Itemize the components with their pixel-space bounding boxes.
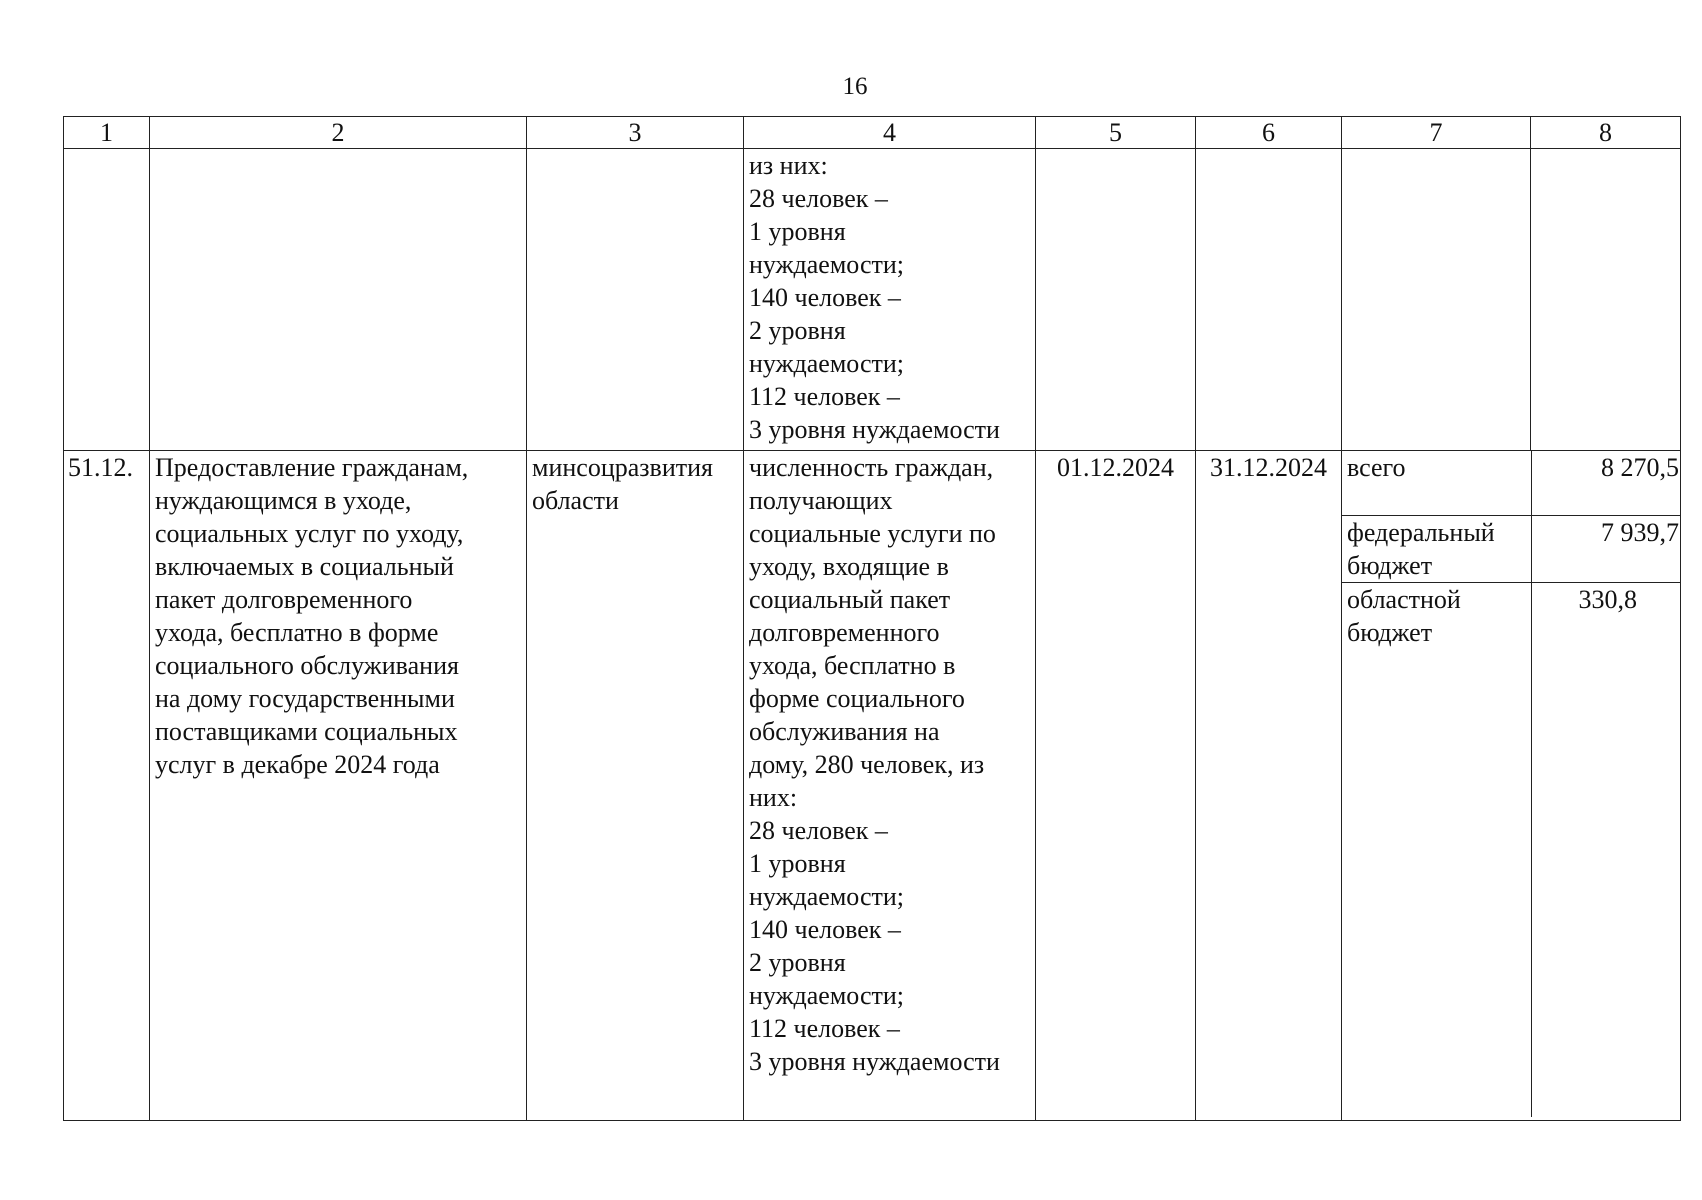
text-line: Предоставление гражданам, xyxy=(155,453,469,482)
text-line: включаемых в социальный xyxy=(155,552,454,581)
funding-table xyxy=(1342,451,1681,1117)
text-line: долговременного xyxy=(749,618,940,647)
text-line: услуг в декабре 2024 года xyxy=(155,750,440,779)
text-line: из них: xyxy=(749,151,828,180)
funding-source xyxy=(1342,451,1531,515)
text-line: социального обслуживания xyxy=(155,651,459,680)
text-line: форме социального xyxy=(749,684,965,713)
text-line: всего xyxy=(1347,453,1406,482)
executor-cell xyxy=(527,451,744,1121)
column-header: 7 xyxy=(1342,117,1531,149)
column-header: 2 xyxy=(150,117,527,149)
table-cell xyxy=(1196,149,1342,451)
continued-row xyxy=(64,149,1681,451)
text-line: 112 человек – xyxy=(749,382,900,411)
indicator-cell-continued xyxy=(744,149,1036,451)
measure-row xyxy=(64,451,1681,1121)
text-line: областной xyxy=(1347,584,1461,614)
table-cell xyxy=(1036,149,1196,451)
text-line: пакет долговременного xyxy=(155,585,413,614)
row-number: 51.12. xyxy=(64,451,150,1121)
table-cell xyxy=(64,149,150,451)
indicator-cell xyxy=(744,451,1036,1121)
funding-row xyxy=(1342,451,1681,515)
column-header: 3 xyxy=(527,117,744,149)
text-line: 28 человек – xyxy=(749,816,888,845)
funding-amount: 7 939,7 xyxy=(1531,515,1681,582)
funding-source xyxy=(1342,515,1531,582)
text-line: нуждаемости; xyxy=(749,981,904,1010)
text-line: 1 уровня xyxy=(749,217,846,246)
text-line: социальные услуги по xyxy=(749,519,996,548)
text-line: 2 уровня xyxy=(749,316,846,345)
text-line: на дому государственными xyxy=(155,684,455,713)
column-number-row xyxy=(64,117,1681,149)
text-line: ухода, бесплатно в xyxy=(749,651,956,680)
column-header: 4 xyxy=(744,117,1036,149)
end-date: 31.12.2024 xyxy=(1196,451,1342,1121)
text-line: ухода, бесплатно в форме xyxy=(155,618,439,647)
text-line: дому, 280 человек, из xyxy=(749,750,985,779)
text-line: 2 уровня xyxy=(749,948,846,977)
funding-row xyxy=(1342,515,1681,582)
column-header: 6 xyxy=(1196,117,1342,149)
funding-amount: 330,8 xyxy=(1578,584,1637,614)
text-line: нуждаемости; xyxy=(749,250,904,279)
column-header: 8 xyxy=(1531,117,1681,149)
funding-cell xyxy=(1342,451,1681,1121)
text-line: поставщиками социальных xyxy=(155,717,458,746)
table-cell xyxy=(1342,149,1531,451)
column-header: 5 xyxy=(1036,117,1196,149)
text-line: 140 человек – xyxy=(749,915,901,944)
text-line: области xyxy=(532,486,619,515)
page-number: 16 xyxy=(842,73,868,100)
text-line: обслуживания на xyxy=(749,717,940,746)
text-line: нуждаемости; xyxy=(749,882,904,911)
text-line: социальный пакет xyxy=(749,585,951,614)
column-header: 1 xyxy=(64,117,150,149)
text-line: уходу, входящие в xyxy=(749,552,949,581)
measure-description xyxy=(150,451,527,1121)
text-line: 1 уровня xyxy=(749,849,846,878)
text-line: 112 человек – xyxy=(749,1014,900,1043)
text-line: социальных услуг по уходу, xyxy=(155,519,464,548)
text-line: 140 человек – xyxy=(749,283,901,312)
funding-row xyxy=(1342,582,1681,1117)
text-line: бюджет xyxy=(1347,617,1433,647)
start-date: 01.12.2024 xyxy=(1036,451,1196,1121)
table-cell xyxy=(527,149,744,451)
table-cell xyxy=(150,149,527,451)
text-line: 28 человек – xyxy=(749,184,888,213)
text-line: получающих xyxy=(749,486,893,515)
text-line: минсоцразвития xyxy=(532,453,713,482)
text-line: 3 уровня нуждаемости xyxy=(749,1047,1000,1076)
funding-amount: 8 270,5 xyxy=(1531,451,1681,515)
text-line: 3 уровня нуждаемости xyxy=(749,415,1000,444)
text-line: федеральный xyxy=(1347,517,1495,547)
text-line: нуждающимся в уходе, xyxy=(155,486,412,515)
table-cell xyxy=(1531,149,1681,451)
text-line: численность граждан, xyxy=(749,453,994,482)
text-line: них: xyxy=(749,783,798,812)
funding-source xyxy=(1342,582,1531,1117)
text-line: бюджет xyxy=(1347,550,1433,580)
text-line: нуждаемости; xyxy=(749,349,904,378)
measures-table xyxy=(63,116,1681,1121)
